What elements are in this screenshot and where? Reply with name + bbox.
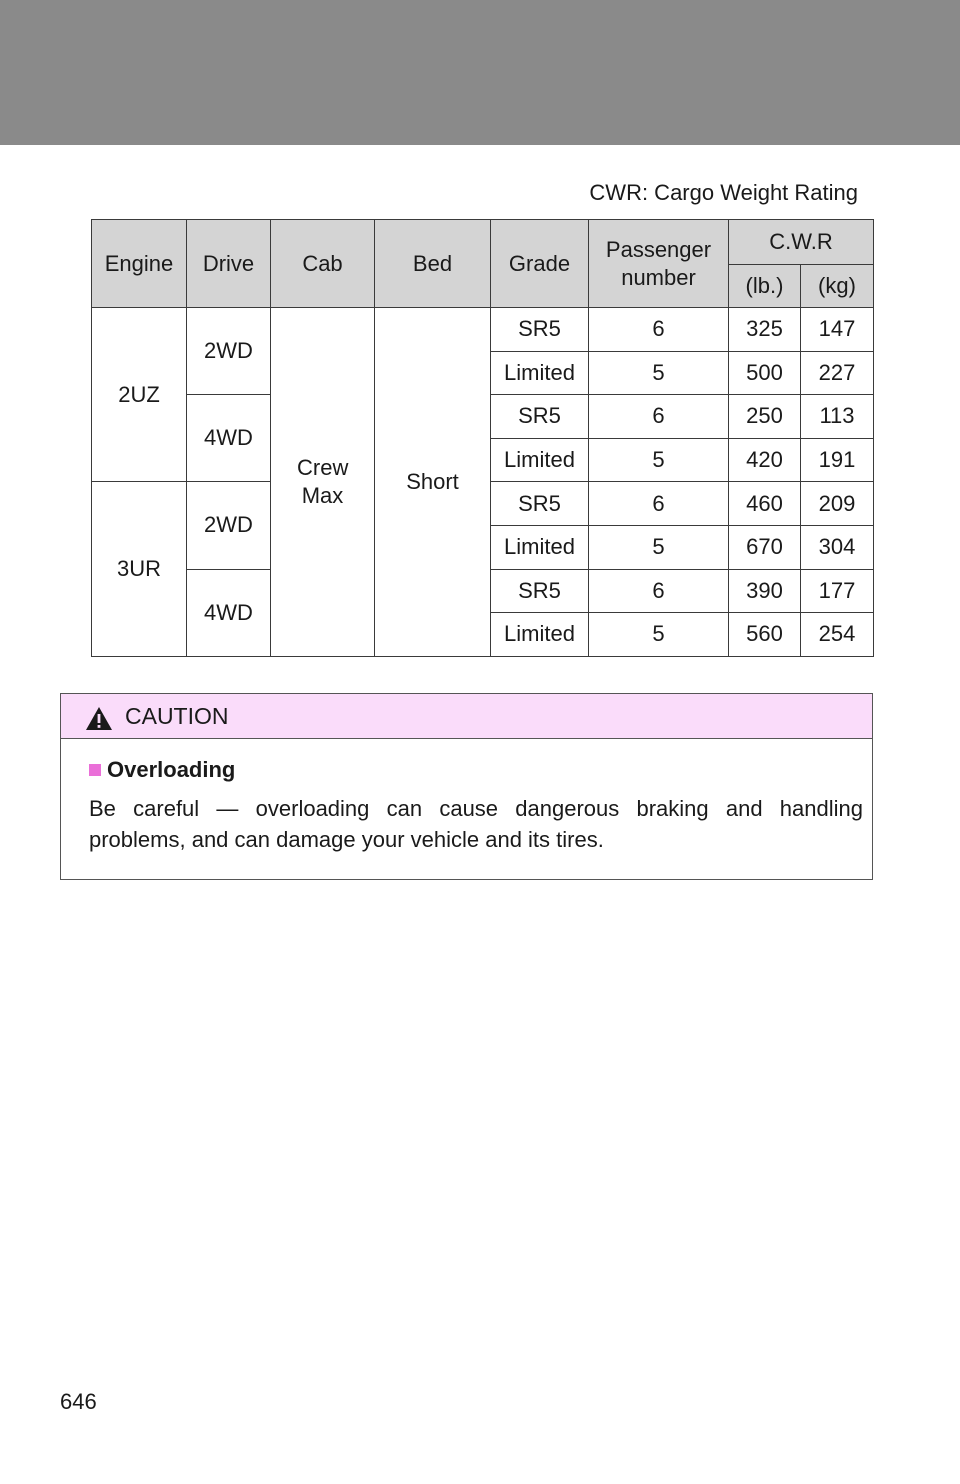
caution-heading-text: Overloading	[107, 757, 236, 782]
header-passenger-number: Passenger number	[589, 220, 729, 308]
lb-cell: 420	[729, 438, 801, 482]
kg-cell: 113	[801, 395, 874, 439]
passenger-cell: 5	[589, 351, 729, 395]
passenger-cell: 6	[589, 482, 729, 526]
kg-cell: 227	[801, 351, 874, 395]
cwr-legend-note: CWR: Cargo Weight Rating	[589, 180, 858, 205]
lb-cell: 325	[729, 308, 801, 352]
grade-cell: Limited	[491, 351, 589, 395]
kg-cell: 254	[801, 613, 874, 657]
header-kg: (kg)	[801, 265, 874, 308]
grade-cell: SR5	[491, 308, 589, 352]
drive-cell: 4WD	[187, 569, 271, 656]
grade-cell: Limited	[491, 438, 589, 482]
header-lb: (lb.)	[729, 265, 801, 308]
passenger-cell: 6	[589, 569, 729, 613]
grade-cell: SR5	[491, 482, 589, 526]
engine-cell: 3UR	[92, 482, 187, 656]
cargo-weight-rating-table	[91, 219, 874, 657]
caution-title: CAUTION	[125, 702, 229, 729]
grade-cell: Limited	[491, 525, 589, 569]
kg-cell: 304	[801, 525, 874, 569]
kg-cell: 177	[801, 569, 874, 613]
kg-cell: 191	[801, 438, 874, 482]
passenger-cell: 6	[589, 308, 729, 352]
warning-triangle-icon	[85, 706, 113, 731]
bed-cell: Short	[375, 308, 491, 657]
header-grade: Grade	[491, 220, 589, 308]
lb-cell: 250	[729, 395, 801, 439]
engine-cell: 2UZ	[92, 308, 187, 482]
caution-header	[61, 694, 872, 739]
caution-box	[60, 693, 873, 880]
header-cab: Cab	[271, 220, 375, 308]
grade-cell: SR5	[491, 569, 589, 613]
table-row	[92, 308, 874, 352]
lb-cell: 460	[729, 482, 801, 526]
lb-cell: 390	[729, 569, 801, 613]
drive-cell: 2WD	[187, 308, 271, 395]
grade-cell: SR5	[491, 395, 589, 439]
passenger-cell: 5	[589, 525, 729, 569]
drive-cell: 4WD	[187, 395, 271, 482]
square-bullet-icon	[89, 764, 101, 776]
page-number: 646	[60, 1389, 97, 1414]
cab-cell: Crew Max	[271, 308, 375, 657]
lb-cell: 500	[729, 351, 801, 395]
passenger-cell: 5	[589, 613, 729, 657]
caution-body	[61, 739, 872, 855]
drive-cell: 2WD	[187, 482, 271, 569]
header-drive: Drive	[187, 220, 271, 308]
passenger-cell: 5	[589, 438, 729, 482]
header-bed: Bed	[375, 220, 491, 308]
header-cwr: C.W.R	[729, 220, 874, 265]
caution-heading	[89, 757, 863, 783]
header-engine: Engine	[92, 220, 187, 308]
grade-cell: Limited	[491, 613, 589, 657]
lb-cell: 670	[729, 525, 801, 569]
header-band	[0, 0, 960, 145]
passenger-cell: 6	[589, 395, 729, 439]
lb-cell: 560	[729, 613, 801, 657]
caution-text: Be careful — overloading can cause dangerous braking and handling problems, and can damage your vehicle and its tires.	[89, 796, 863, 852]
kg-cell: 209	[801, 482, 874, 526]
kg-cell: 147	[801, 308, 874, 352]
